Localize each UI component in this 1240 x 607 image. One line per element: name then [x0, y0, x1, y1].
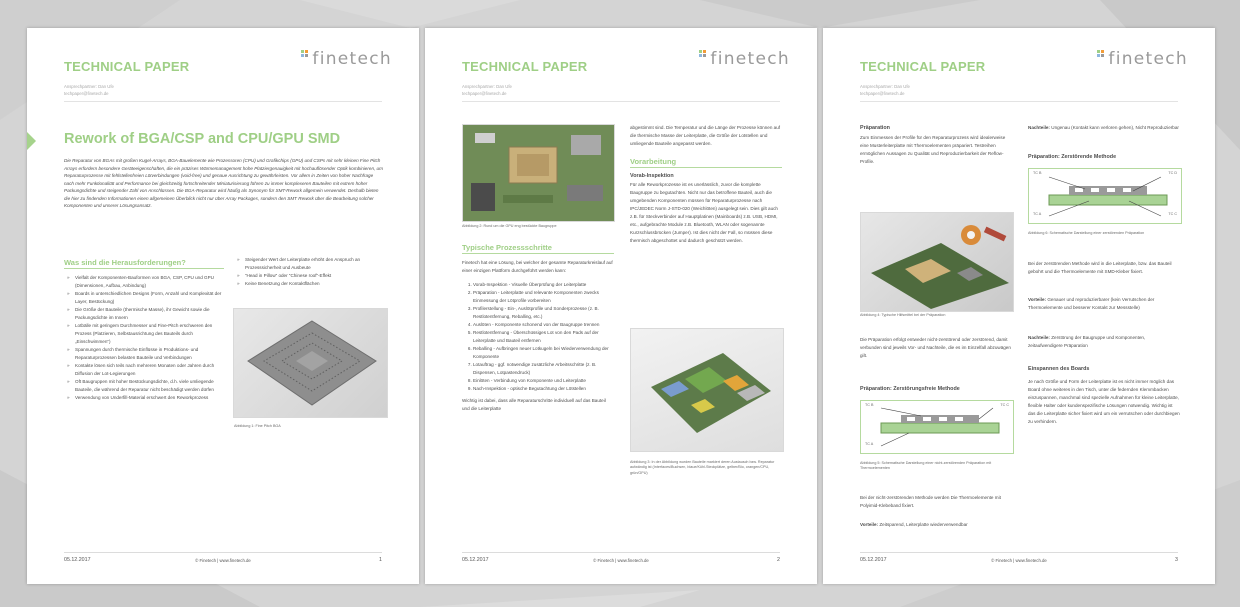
- footer-divider: [860, 552, 1178, 553]
- subheading-nondestructive: Präparation: Zerstörungsfreie Methode: [860, 386, 960, 392]
- section-heading: Typische Prozessschritte: [462, 243, 614, 254]
- footer-divider: [64, 552, 382, 553]
- header-title: TECHNICAL PAPER: [860, 59, 986, 74]
- preparation-paragraph-2: Die Präparation erfolgt entweder nicht-zerstörend oder zerstörend, damit verbunden sind jeweils Vor- und Nachteile, die es im Einzelfall abzuwägen gilt.: [860, 337, 1011, 358]
- footer-copyright: © Finetech | www.finetech.de: [593, 558, 649, 563]
- continued-paragraph: abgestimmt sind. Die Temperatur und die Länge der Prozesse können auf die thermische Masse der Leiterplatte, die Größe der Lotstellen und umliegende Bauteile angepasst werden.: [630, 125, 781, 146]
- mainboard-image: [631, 329, 783, 451]
- thermocouple-diagram: [861, 401, 1013, 453]
- page-number: 2: [777, 557, 780, 563]
- footer-date: 05.12.2017: [462, 557, 489, 563]
- challenge-item: » Vielfalt der Komponenten-Bauformen von BGA, CSP, CPU und GPU (Dimensionen, Aufbau, Anbindung): [75, 274, 224, 290]
- preparation-section: [860, 125, 1012, 166]
- destructive-paragraph: Bei der zerstörenden Methode wird in die Leiterplatte, bzw. das Bauteil gebohrt und die Thermoelemente mit SMD-Kleber fixiert.: [1028, 261, 1172, 274]
- process-step: 5. Restlotentfernung - Überschüssiges Lot von den Pads auf der Leiterplatte und Bauteil entfernen: [473, 329, 614, 345]
- tc-label: TC C: [1000, 403, 1009, 407]
- logo-mark-icon: [699, 50, 706, 57]
- figure-caption: Abbildung 4: Typische Hilfsmittel bei der Präparation: [860, 313, 946, 317]
- page-title: Rework of BGA/CSP and CPU/GPU SMD: [64, 131, 341, 147]
- process-step: 8. Einlöten - Verbindung von Komponente und Leiterplatte: [473, 377, 614, 385]
- destructive-disadvantages: Nachteile: Zerstörung der Baugruppe und Komponenten, zeitaufwendigere Präparation: [1028, 335, 1146, 348]
- nondestructive-paragraph: Bei der nicht-zerstörenden Methode werden Die Thermoelemente mit Polyimid-Klebeband fixiert.: [860, 495, 1001, 508]
- destructive-advantages: Vorteile: Genauer und reproduzierbarer (kein Verrutschen der Thermoelemente und besserer Kontakt zur Messstelle): [1028, 297, 1155, 310]
- preparation-paragraph: Zum Einmessen der Profile für den Reparaturprozess wird idealerweise eine Musterleiterplatte mit Thermoelementen präpariert. Testreihen ermöglichen Aussagen zu Qualität und Reproduzierbarkeit der Reflow-Profile.: [860, 135, 1006, 164]
- footer-copyright: © Finetech | www.finetech.de: [195, 558, 251, 563]
- inspection-paragraph: Für alle Reworkprozesse ist es unerlässlich, zuvor die komplette Baugruppe zu begutachten. Nicht nur das betroffene Bauteil, auch die umgebenden Komponenten müssen für Reparaturprozesse nach IPC/JEDEC Norm J-STD-020 (Weichlöten) ausgelegt sein. Dies gilt auch z.B. für Steckverbinder auf Hauptplatinen (Mainboards) z.B. USB, HDMI, etc., aufgebrachte Module z.B. Bluetooth, WLAN oder sogenannte Kurzschlussbrücken (Jumper). Ist dies nicht der Fall, so müssen diese thermisch abgeschottet und dadurch geschützt werden.: [630, 182, 778, 243]
- subheading-destructive: Präparation: Zerstörende Methode: [1028, 154, 1117, 160]
- subheading-inspection: Vorab-Inspektion: [630, 173, 674, 179]
- document-page-2: [425, 28, 817, 584]
- process-step: 4. Auslöten - Komponente schonend von der Baugruppe trennen: [473, 321, 614, 329]
- title-arrow-icon: [27, 132, 36, 150]
- header-contact: Ansprechpartner: Dan Ufe techpaper@finetech.de: [860, 84, 910, 96]
- preparation-tools-photo: [860, 212, 1014, 312]
- challenge-item: » “Head in Pillow” oder “Chinese roof”-Effekt: [245, 272, 386, 280]
- process-step: 1. Vorab-Inspektion - Visuelle Überprüfung der Leiterplatte: [473, 281, 614, 289]
- figure-caption: Abbildung 2: Rund um die GPU eng bestückte Baugruppe: [462, 224, 557, 228]
- process-step: 2. Präparation - Leiterplatte und relevante Komponenten zwecks Einmessung der Lötprofile vorbereiten: [473, 289, 614, 305]
- tc-label: TC D: [1168, 171, 1177, 175]
- header-contact: Ansprechpartner: Dan Ufe techpaper@finetech.de: [64, 84, 114, 96]
- tc-label: TC C: [1168, 212, 1177, 216]
- process-step: 6. Reballing - Aufbringen neuer Lotkugeln bei Wiederverwendung der Komponente: [473, 345, 614, 361]
- header-divider: [860, 101, 1178, 102]
- header-title: TECHNICAL PAPER: [64, 59, 190, 74]
- header-divider: [462, 101, 780, 102]
- document-page-3: [823, 28, 1215, 584]
- figure-caption: Abbildung 5: Schematische Darstellung einer nicht-zerstörenden Präparation mit Thermoelementen: [860, 461, 992, 471]
- challenge-item: » Verwendung von Underfill-Material erschwert den Reworkprozess: [75, 394, 224, 402]
- destructive-thermocouple-diagram: [1029, 169, 1181, 223]
- subheading-clamping: Einspannen des Boards: [1028, 366, 1090, 372]
- header-contact: Ansprechpartner: Dan Ufe techpaper@finetech.de: [462, 84, 512, 96]
- header-title: TECHNICAL PAPER: [462, 59, 588, 74]
- footer-date: 05.12.2017: [64, 557, 91, 563]
- circuit-board-image: [463, 125, 614, 221]
- challenges-section: [64, 258, 224, 402]
- process-intro: Finetech hat eine Lösung, bei welcher der gesamte Reparaturkreislauf auf einer einzigen Plattform durchgeführt werden kann:: [462, 260, 613, 273]
- challenge-item: » Keine Benetzung der Kontaktflächen: [245, 280, 386, 288]
- preparation-tools-image: [861, 213, 1013, 311]
- clamping-paragraph: Je nach Größe und Form der Leiterplatte ist es nicht immer möglich das Board ohne weiteres in den Tisch, unter die federnden Klemmbacken einzuspannen, manchmal sind spezielle Aufnahmen für kleine Leiterplatte, flexible Halter oder kundenspezifische Lösungen notwendig. Wichtig ist das die Leiterplatte sicher fixiert wird um ein verrutschen oder durchbiegen zu verhindern.: [1028, 379, 1180, 424]
- tc-label: TC A: [1033, 212, 1042, 216]
- column-right: [630, 124, 782, 245]
- process-closing: Wichtig ist dabei, dass alle Reparaturschritte individuell auf das Bauteil und die Leiterplatte: [462, 398, 606, 411]
- finetech-logo: finetech: [1098, 49, 1188, 69]
- disadvantages-note: Nachteile: Ungenau (Kontakt kann verloren gehen), Nicht Reproduzierbar: [1028, 125, 1179, 130]
- challenge-item: » Die Größe der Bauteile (thermische Masse), ihr Gewicht sowie die Packungsdichte im Innern: [75, 306, 224, 322]
- process-step: 3. Profilerstellung - Ein-, Auslötprofile und Sonderprozesse (z. B. Restlotentfernung, Reballing, etc.): [473, 305, 614, 321]
- challenge-list-right-col: [234, 256, 386, 288]
- header-divider: [64, 101, 382, 102]
- logo-mark-icon: [301, 50, 308, 57]
- process-steps-list: [462, 281, 614, 393]
- challenge-list-right: [234, 256, 386, 288]
- nondestructive-diagram: [860, 400, 1014, 454]
- process-step: 9. Nach-Inspektion - optische Begutachtung der Lötstellen: [473, 385, 614, 393]
- tc-label: TC A: [865, 442, 874, 446]
- finetech-logo: finetech: [302, 49, 392, 69]
- section-heading-prep: Vorarbeitung: [630, 157, 782, 168]
- challenge-item: » Steigender Wert der Leiterplatte erhöht den Anspruch an Prozesssicherheit und Ausbeute: [245, 256, 386, 272]
- advantages-note: Vorteile: Zeitsparend, Leiterplatte wiederverwendbar: [860, 522, 968, 527]
- fine-pitch-bga-photo: [233, 308, 388, 418]
- figure-caption: Abbildung 3: In der Abbildung wurden Bauteile markiert deren Austausch bzw. Reparatur aufwändig ist (Interfaces/Buchsen, blaue/Kühl-Steckplätze, gelber/Bio, orangen/CPU, grün/GPU): [630, 460, 775, 475]
- figure-caption: Abbildung 6: Schematische Darstellung einer zerstörenden Präparation: [1028, 231, 1145, 235]
- destructive-diagram: [1028, 168, 1182, 224]
- figure-caption: Abbildung 1: Fine Pitch BGA: [234, 424, 281, 428]
- section-heading: Was sind die Herausforderungen?: [64, 258, 224, 269]
- challenge-item: » Spannungen durch thermische Einflüsse in Produktions- und Reparaturprozessen belasten Bauteile und Verbindungen: [75, 346, 224, 362]
- mainboard-photo: [630, 328, 784, 452]
- intro-paragraph: Die Reparatur von BGAs mit großen Kugel-Arrays, BGA-Bauelemente wie Prozessoren (CPU) und Grafikchips (GPU) und CSPs mit sehr kleinen Fine Pitch Arrays erfordern besondere Geräteeigenschaften, die ein präzises Wärmemanagement hohe Platziergenauigkeit mit hochauflösender Optik kombinieren, um Reparaturprozesse mit fehlstellenfreien Lötverbindungen (void-free) und genaue Ausrichtung zu gewährleisten. Vor allem in Zeiten von hoher Nachfrage nach mehr Funktionalität und Performance bei gleichzeitig fortschreitender Miniaturisierung führen zu immer komplexeren Bauteilen mit extrem hoher Packungsdichte und steigender Zahl von Anschlüssen. Die BGA-Reparatur wird häufig als Synonym für SMT-Rework allgemein verwendet. Deshalb bieten die hier zu findenden Informationen einen allgemeinen Überblick nicht nur über Array Packages, sondern den SMT Rework über die Bearbeitung solcher Komponenten und unserer Lösungsansatz.: [64, 158, 383, 208]
- page-number: 1: [379, 557, 382, 563]
- tc-label: TC B: [865, 403, 874, 407]
- challenge-item: » Kontakte lösen sich teils nach mehreren Monaten oder Jahren durch Diffusion der Lot-Legierungen: [75, 362, 224, 378]
- finetech-logo: finetech: [700, 49, 790, 69]
- logo-mark-icon: [1097, 50, 1104, 57]
- footer-divider: [462, 552, 780, 553]
- document-page-1: [27, 28, 419, 584]
- challenge-item: » Oft Baugruppen mit hoher Bestückungsdichte, d.h. viele umliegende Bauteile, die während der Reparatur nicht beschädigt werden dürfen: [75, 378, 224, 394]
- footer-copyright: © Finetech | www.finetech.de: [991, 558, 1047, 563]
- gpu-board-photo: [462, 124, 615, 222]
- process-step: 7. Lotauftrag - ggf. notwendige zusätzliche Arbeitsschritte (z. B. Dispensen, Lotpastendruck): [473, 361, 614, 377]
- challenge-item: » Boards in unterschiedlichen Designs (Form, Anzahl und Komplexität der Layer, Bestückung): [75, 290, 224, 306]
- tc-label: TC B: [1033, 171, 1042, 175]
- page-number: 3: [1175, 557, 1178, 563]
- process-steps-section: [462, 243, 614, 413]
- bga-chip-image: [234, 309, 387, 417]
- subheading-preparation: Präparation: [860, 125, 890, 131]
- challenge-item: » Lotbälle mit geringem Durchmesser und Fine-Pitch erschweren den Prozess (Platzieren, Selbstausrichtung des Bauteils durch „Einschwimmen“): [75, 322, 224, 346]
- challenge-list: [64, 274, 224, 402]
- footer-date: 05.12.2017: [860, 557, 887, 563]
